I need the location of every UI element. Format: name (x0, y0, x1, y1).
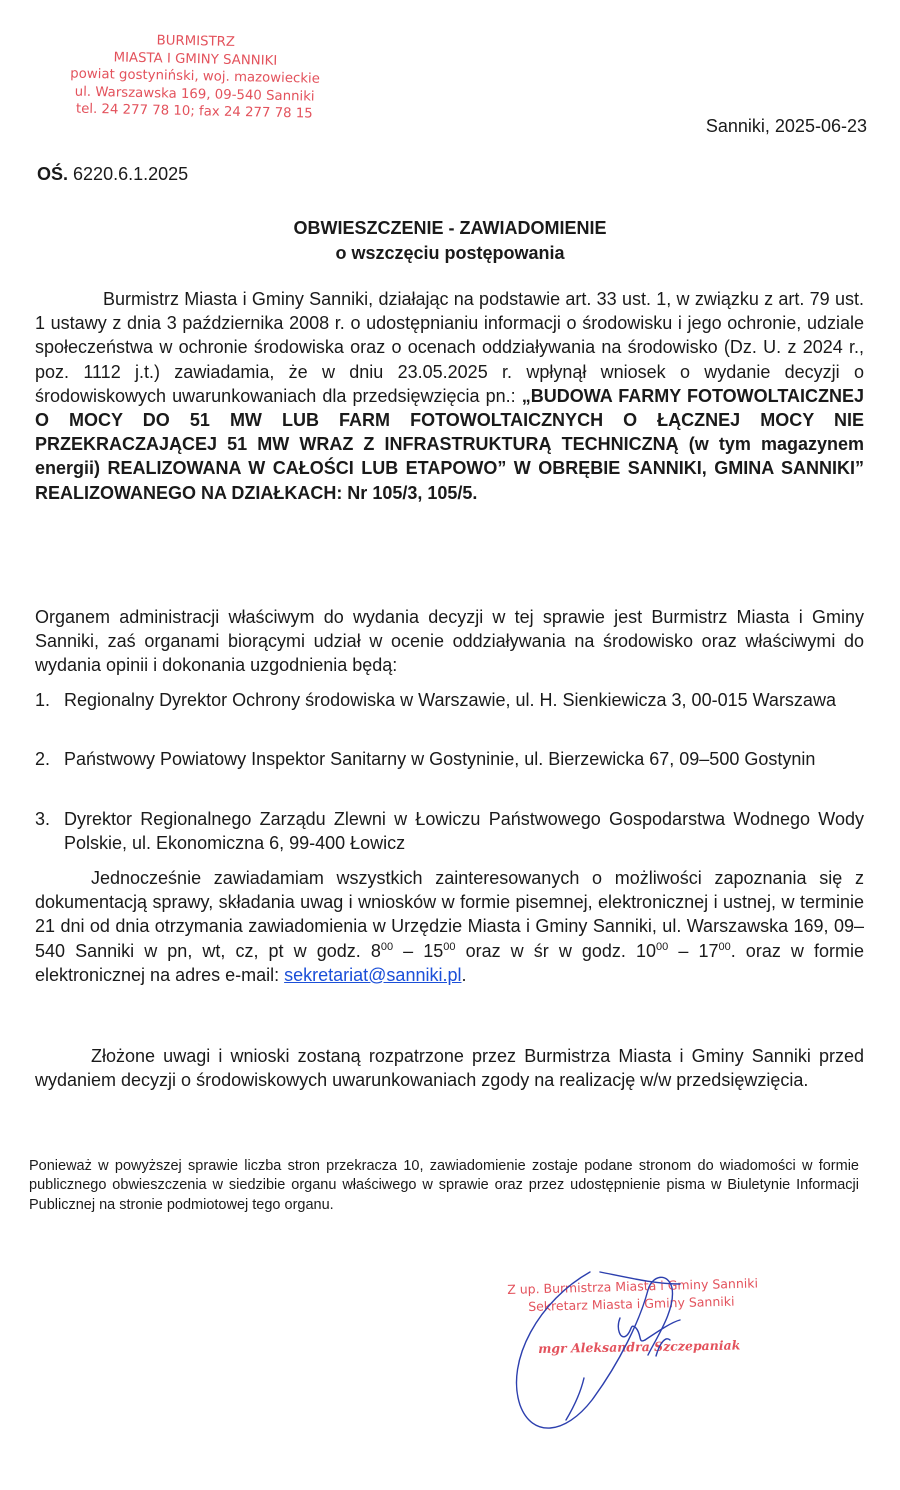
stamp-line: tel. 24 277 78 10; fax 24 277 78 15 (75, 102, 313, 122)
handwritten-signature (480, 1270, 790, 1450)
signature-block (480, 1270, 790, 1450)
time-superscript: 00 (656, 940, 669, 953)
announcement-text: Burmistrz Miasta i Gminy Sanniki, działając na podstawie art. 33 ust. 1, w związku z art. 79 ust. 1 ustawy z dnia 3 października 2008 r. o udostępnianiu informacji o środowisku i jego ochronie, udziale społeczeństwa w ochronie środowiska oraz o ocenach oddziaływania na środowisko (Dz. U. z 2024 r., poz. 1112 j.t.) zawiadamia, że w dniu 23.05.2025 r. wpłynął wniosek o wydanie decyzji o środowiskowych uwarunkowaniach dla przedsięwzięcia pn.: (35, 289, 864, 406)
consultation-text: – 15 (393, 940, 444, 961)
list-number: 3. (35, 809, 51, 829)
paragraph-consultation (35, 866, 864, 987)
paragraph-authorities: Organem administracji właściwym do wydania decyzji w tej sprawie jest Burmistrz Miasta i Gminy Sanniki, zaś organami biorącymi udział w ocenie oddziaływania na środowisko oraz właściwymi do wydania opinii i dokonania uzgodnienia będą: (35, 607, 864, 676)
authority-list-item (35, 747, 864, 771)
stamp-line: BURMISTRZ (156, 33, 236, 50)
time-superscript: 00 (718, 940, 731, 953)
footnote: Ponieważ w powyższej sprawie liczba stron przekracza 10, zawiadomienie zostaje podane stronom do wiadomości w formie publicznego obwieszczenia w siedzibie organu właściwego w sprawie oraz przez udostępnienie pisma w Biuletynie Informacji Publicznej na stronie podmiotowej tego organu. (29, 1158, 859, 1213)
case-reference (37, 164, 188, 185)
office-stamp (44, 30, 346, 124)
document-title: OBWIESZCZENIE - ZAWIADOMIENIE (293, 218, 607, 238)
paragraph-announcement (35, 287, 864, 505)
consultation-text: oraz w śr w godz. 10 (455, 940, 657, 961)
list-text: Państwowy Powiatowy Inspektor Sanitarny w Gostyninie, ul. Bierzewicka 67, 09–500 Gostynin (64, 749, 816, 769)
consultation-text: . oraz w formie elektronicznej na adres e-mail: (35, 940, 864, 985)
document-subtitle: o wszczęciu postępowania (335, 243, 565, 263)
list-text: Dyrektor Regionalnego Zarządu Zlewni w Łowiczu Państwowego Gospodarstwa Wodnego Wody Polskie, ul. Ekonomiczna 6, 99-400 Łowicz (64, 809, 864, 854)
time-superscript: 00 (380, 940, 394, 953)
case-number: 6220.6.1.2025 (73, 164, 189, 184)
list-number: 1. (35, 690, 51, 710)
signature-stamp-line: Z up. Burmistrza Miasta i Gminy Sanniki (507, 1275, 759, 1297)
stamp-line: MIASTA I GMINY SANNIKI (113, 50, 278, 69)
paragraph-review: Złożone uwagi i wnioski zostaną rozpatrzone przez Burmistrza Miasta i Gminy Sanniki przed wydaniem decyzji o środowiskowych uwarunkowaniach zgody na realizację w/w przedsięwzięcia. (35, 1046, 864, 1091)
signatory-name: mgr Aleksandra Szczepaniak (538, 1337, 741, 1356)
email-link[interactable]: sekretariat@sanniki.pl (284, 964, 462, 985)
project-name: „BUDOWA FARMY FOTOWOLTAICZNEJ O MOCY DO 51 MW LUB FARM FOTOWOLTAICZNYCH O ŁĄCZNEJ MOCY NIE PRZEKRACZAJĄCEJ 51 MW WRAZ Z INFRASTRUKTURĄ TECHNICZNĄ (w tym magazynem energii) REALIZOWANA W CAŁOŚCI LUB ETAPOWO” W OBRĘBIE SANNIKI, GMINA SANNIKI” REALIZOWANEGO NA DZIAŁKACH: Nr 105/3, 105/5. (35, 385, 864, 503)
stamp-line: ul. Warszawska 169, 09-540 Sanniki (74, 84, 315, 105)
consultation-text: . (461, 964, 467, 985)
document-date: Sanniki, 2025-06-23 (705, 116, 867, 136)
time-superscript: 00 (443, 940, 456, 953)
stamp-line: powiat gostyniński, woj. mazowieckie (70, 66, 321, 87)
authority-list-item (35, 688, 864, 712)
case-prefix: OŚ. (37, 164, 69, 184)
authority-list-item (35, 807, 864, 855)
consultation-text: – 17 (668, 940, 719, 961)
list-text: Regionalny Dyrektor Ochrony środowiska w Warszawie, ul. H. Sienkiewicza 3, 00-015 Warszawa (64, 690, 836, 710)
signature-stamp-line: Sekretarz Miasta i Gminy Sanniki (528, 1293, 735, 1314)
consultation-text: Jednocześnie zawiadamiam wszystkich zainteresowanych o możliwości zapoznania się z dokumentacją sprawy, składania uwag i wniosków w formie pisemnej, elektronicznej i ustnej, w terminie 21 dni od dnia otrzymania zawiadomienia w Urzędzie Miasta i Gminy Sanniki, ul. Warszawska 169, 09–540 Sanniki w pn, wt, cz, pt w godz. 8 (35, 868, 864, 961)
list-number: 2. (35, 749, 51, 769)
